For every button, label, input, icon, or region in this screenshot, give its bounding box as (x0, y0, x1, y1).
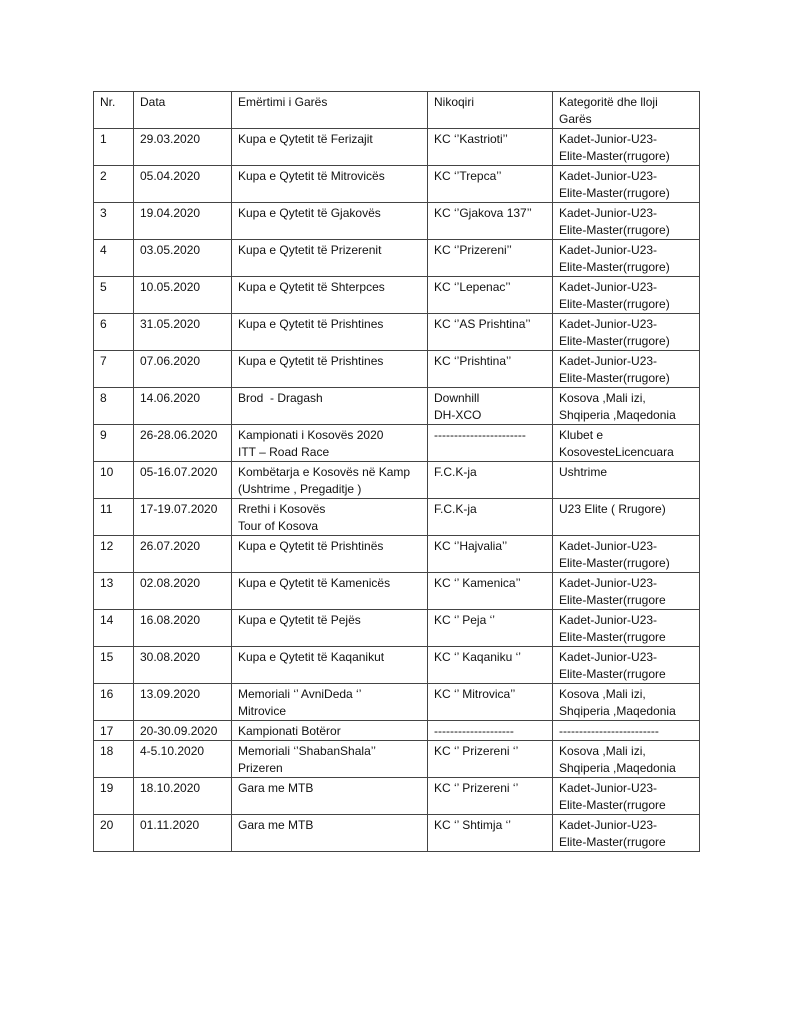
cell-host-line: KC ‘’AS Prishtina’’ (434, 317, 531, 331)
cell-name-line: Tour of Kosova (238, 519, 319, 533)
cell-host (428, 351, 553, 388)
cell-category-line: Kadet-Junior-U23- (559, 169, 658, 183)
cell-category (553, 277, 700, 314)
cell-nr: 6 (94, 314, 134, 351)
cell-host (428, 741, 553, 778)
cell-date: 16.08.2020 (134, 610, 232, 647)
cell-host-line: KC ‘’ Peja ‘’ (434, 613, 495, 627)
cell-category (553, 203, 700, 240)
cell-name-line: Prizeren (238, 761, 283, 775)
cell-name-line: Kupa e Qytetit të Kaqanikut (238, 650, 385, 664)
cell-category-line: Elite-Master(rrugore) (559, 371, 670, 385)
cell-category (553, 610, 700, 647)
cell-name (232, 815, 428, 852)
cell-name-line: Kampionati Botëror (238, 724, 341, 738)
cell-name-line: Kupa e Qytetit të Ferizajit (238, 132, 373, 146)
cell-nr: 1 (94, 129, 134, 166)
cell-name (232, 203, 428, 240)
cell-host-line: KC ‘’Prizereni’’ (434, 243, 512, 257)
cell-category-line: Kadet-Junior-U23- (559, 781, 658, 795)
cell-category-line: Elite-Master(rrugore) (559, 149, 670, 163)
cell-date: 19.04.2020 (134, 203, 232, 240)
cell-name (232, 647, 428, 684)
cell-nr: 13 (94, 573, 134, 610)
cell-host (428, 240, 553, 277)
cell-category (553, 166, 700, 203)
header-name: Emërtimi i Garës (232, 92, 428, 129)
cell-category (553, 778, 700, 815)
table-row (94, 203, 700, 240)
cell-date: 30.08.2020 (134, 647, 232, 684)
header-category (553, 92, 700, 129)
cell-date: 20-30.09.2020 (134, 721, 232, 741)
cell-category-line: ------------------------- (559, 724, 659, 738)
cell-nr: 19 (94, 778, 134, 815)
cell-category (553, 721, 700, 741)
cell-name (232, 425, 428, 462)
cell-host-line: KC ‘’Trepca’’ (434, 169, 502, 183)
cell-name (232, 388, 428, 425)
cell-host (428, 203, 553, 240)
cell-name (232, 778, 428, 815)
cell-category (553, 741, 700, 778)
cell-name-line: Kupa e Qytetit të Prishtines (238, 354, 384, 368)
cell-category-line: Elite-Master(rrugore (559, 798, 666, 812)
cell-name-line: Rrethi i Kosovës (238, 502, 326, 516)
cell-category-line: Klubet e (559, 428, 604, 442)
cell-host (428, 536, 553, 573)
cell-host (428, 647, 553, 684)
cell-nr: 16 (94, 684, 134, 721)
cell-host-line: KC ‘’Prishtina’’ (434, 354, 512, 368)
cell-category-line: Elite-Master(rrugore (559, 630, 666, 644)
cell-category-line: Elite-Master(rrugore (559, 835, 666, 849)
cell-category (553, 536, 700, 573)
cell-host (428, 721, 553, 741)
cell-category-line: Shqiperia ,Maqedonia (559, 408, 676, 422)
cell-category-line: Elite-Master(rrugore (559, 593, 666, 607)
cell-host-line: KC ‘’ Shtimja ‘’ (434, 818, 511, 832)
cell-name-line: Kombëtarja e Kosovës në Kamp (238, 465, 411, 479)
cell-category-line: Elite-Master(rrugore) (559, 260, 670, 274)
cell-date: 14.06.2020 (134, 388, 232, 425)
cell-date: 07.06.2020 (134, 351, 232, 388)
cell-host-line: KC ‘’Hajvalia’’ (434, 539, 508, 553)
cell-name (232, 610, 428, 647)
cell-category-line: Elite-Master(rrugore) (559, 186, 670, 200)
table-row (94, 536, 700, 573)
cell-category-line: Kadet-Junior-U23- (559, 280, 658, 294)
cell-category-line: Elite-Master(rrugore) (559, 223, 670, 237)
cell-name-line: Mitrovice (238, 704, 287, 718)
cell-category-line: Kadet-Junior-U23- (559, 613, 658, 627)
table-row (94, 425, 700, 462)
table-row (94, 351, 700, 388)
cell-date: 01.11.2020 (134, 815, 232, 852)
cell-category-line: Kadet-Junior-U23- (559, 539, 658, 553)
cell-category-line: Kosova ,Mali izi, (559, 744, 646, 758)
cell-nr: 14 (94, 610, 134, 647)
table-row (94, 388, 700, 425)
cell-nr: 5 (94, 277, 134, 314)
cell-host-line: KC ‘’ Mitrovica’’ (434, 687, 516, 701)
cell-name (232, 351, 428, 388)
header-nr: Nr. (94, 92, 134, 129)
cell-name (232, 536, 428, 573)
cell-date: 05-16.07.2020 (134, 462, 232, 499)
table-row (94, 277, 700, 314)
cell-name-line: Memoriali ‘’ AvniDeda ‘’ (238, 687, 362, 701)
cell-name-line: ITT – Road Race (238, 445, 330, 459)
cell-category-line: Ushtrime (559, 465, 608, 479)
table-row (94, 129, 700, 166)
cell-category (553, 462, 700, 499)
cell-nr: 15 (94, 647, 134, 684)
race-schedule-table (93, 91, 700, 852)
cell-category (553, 388, 700, 425)
cell-category-line: Kadet-Junior-U23- (559, 576, 658, 590)
cell-category-line: Kadet-Junior-U23- (559, 206, 658, 220)
cell-name-line: (Ushtrime , Pregaditje ) (238, 482, 362, 496)
cell-name-line: Kupa e Qytetit të Prishtinës (238, 539, 384, 553)
table-row (94, 778, 700, 815)
cell-category (553, 129, 700, 166)
cell-nr: 11 (94, 499, 134, 536)
cell-name (232, 462, 428, 499)
cell-category-line: Kadet-Junior-U23- (559, 818, 658, 832)
table-row (94, 684, 700, 721)
cell-host-line: KC ‘’Kastrioti’’ (434, 132, 508, 146)
cell-category-line: KosovesteLicencuara (559, 445, 674, 459)
cell-name (232, 499, 428, 536)
table-row (94, 462, 700, 499)
cell-name (232, 166, 428, 203)
cell-category-line: Kadet-Junior-U23- (559, 354, 658, 368)
cell-date: 18.10.2020 (134, 778, 232, 815)
header-category-line: Kategoritë dhe lloji (559, 95, 658, 109)
cell-name-line: Kupa e Qytetit të Pejës (238, 613, 361, 627)
header-row (94, 92, 700, 129)
cell-category (553, 499, 700, 536)
cell-nr: 2 (94, 166, 134, 203)
cell-date: 13.09.2020 (134, 684, 232, 721)
cell-host-line: F.C.K-ja (434, 502, 477, 516)
cell-name-line: Memoriali ‘’ShabanShala’’ (238, 744, 376, 758)
header-category-line: Garës (559, 112, 592, 126)
cell-host (428, 684, 553, 721)
cell-date: 29.03.2020 (134, 129, 232, 166)
cell-host (428, 425, 553, 462)
table-row (94, 166, 700, 203)
cell-name (232, 721, 428, 741)
cell-name-line: Brod - Dragash (238, 391, 323, 405)
cell-host (428, 462, 553, 499)
cell-nr: 4 (94, 240, 134, 277)
cell-name-line: Gara me MTB (238, 818, 314, 832)
cell-host (428, 815, 553, 852)
cell-category-line: Kadet-Junior-U23- (559, 132, 658, 146)
cell-nr: 18 (94, 741, 134, 778)
cell-category (553, 351, 700, 388)
cell-nr: 9 (94, 425, 134, 462)
cell-name (232, 277, 428, 314)
cell-host (428, 499, 553, 536)
cell-date: 03.05.2020 (134, 240, 232, 277)
cell-category-line: Elite-Master(rrugore) (559, 556, 670, 570)
cell-category-line: Elite-Master(rrugore) (559, 297, 670, 311)
header-date: Data (134, 92, 232, 129)
cell-category-line: Elite-Master(rrugore) (559, 334, 670, 348)
cell-name (232, 684, 428, 721)
header-host: Nikoqiri (428, 92, 553, 129)
cell-date: 02.08.2020 (134, 573, 232, 610)
cell-date: 10.05.2020 (134, 277, 232, 314)
cell-category (553, 573, 700, 610)
table-row (94, 240, 700, 277)
cell-date: 05.04.2020 (134, 166, 232, 203)
cell-nr: 7 (94, 351, 134, 388)
cell-name-line: Kupa e Qytetit të Mitrovicës (238, 169, 385, 183)
cell-host (428, 610, 553, 647)
cell-date: 17-19.07.2020 (134, 499, 232, 536)
cell-host-line: ----------------------- (434, 428, 526, 442)
cell-host-line: F.C.K-ja (434, 465, 477, 479)
cell-name (232, 129, 428, 166)
cell-host (428, 778, 553, 815)
cell-host-line: KC ‘’ Prizereni ‘’ (434, 744, 519, 758)
cell-category-line: Kosova ,Mali izi, (559, 687, 646, 701)
cell-host (428, 573, 553, 610)
cell-name-line: Kupa e Qytetit të Prishtines (238, 317, 384, 331)
cell-nr: 3 (94, 203, 134, 240)
cell-name (232, 573, 428, 610)
cell-host-line: -------------------- (434, 724, 514, 738)
cell-host-line: KC ‘’Lepenac’’ (434, 280, 511, 294)
cell-name-line: Kupa e Qytetit të Prizerenit (238, 243, 382, 257)
cell-category (553, 684, 700, 721)
cell-host (428, 166, 553, 203)
cell-name-line: Kupa e Qytetit të Gjakovës (238, 206, 381, 220)
cell-category-line: Kadet-Junior-U23- (559, 650, 658, 664)
cell-nr: 17 (94, 721, 134, 741)
cell-category-line: Kosova ,Mali izi, (559, 391, 646, 405)
cell-date: 26-28.06.2020 (134, 425, 232, 462)
table-row (94, 610, 700, 647)
cell-category (553, 647, 700, 684)
cell-name-line: Kupa e Qytetit të Shterpces (238, 280, 385, 294)
cell-category-line: Elite-Master(rrugore (559, 667, 666, 681)
cell-date: 26.07.2020 (134, 536, 232, 573)
table-row (94, 741, 700, 778)
cell-nr: 20 (94, 815, 134, 852)
cell-date: 31.05.2020 (134, 314, 232, 351)
cell-category (553, 240, 700, 277)
cell-category (553, 425, 700, 462)
cell-name (232, 314, 428, 351)
cell-host-line: KC ‘’ Kamenica’’ (434, 576, 521, 590)
cell-category-line: Shqiperia ,Maqedonia (559, 761, 676, 775)
cell-category-line: Shqiperia ,Maqedonia (559, 704, 676, 718)
cell-name (232, 741, 428, 778)
cell-host-line: KC ‘’ Kaqaniku ‘’ (434, 650, 521, 664)
cell-host (428, 388, 553, 425)
table-row (94, 314, 700, 351)
cell-nr: 8 (94, 388, 134, 425)
cell-name (232, 240, 428, 277)
table-row (94, 815, 700, 852)
cell-category (553, 314, 700, 351)
cell-nr: 10 (94, 462, 134, 499)
cell-category-line: Kadet-Junior-U23- (559, 243, 658, 257)
cell-name-line: Kupa e Qytetit të Kamenicës (238, 576, 391, 590)
cell-host (428, 277, 553, 314)
cell-category-line: Kadet-Junior-U23- (559, 317, 658, 331)
cell-date: 4-5.10.2020 (134, 741, 232, 778)
cell-host-line: DH-XCO (434, 408, 482, 422)
cell-name-line: Gara me MTB (238, 781, 314, 795)
cell-category-line: U23 Elite ( Rrugore) (559, 502, 666, 516)
cell-nr: 12 (94, 536, 134, 573)
cell-host (428, 314, 553, 351)
table-row (94, 573, 700, 610)
table-row (94, 499, 700, 536)
cell-host-line: Downhill (434, 391, 480, 405)
cell-host-line: KC ‘’Gjakova 137’’ (434, 206, 532, 220)
cell-host-line: KC ‘’ Prizereni ‘’ (434, 781, 519, 795)
cell-name-line: Kampionati i Kosovës 2020 (238, 428, 384, 442)
cell-category (553, 815, 700, 852)
cell-host (428, 129, 553, 166)
table-row (94, 721, 700, 741)
table-row (94, 647, 700, 684)
